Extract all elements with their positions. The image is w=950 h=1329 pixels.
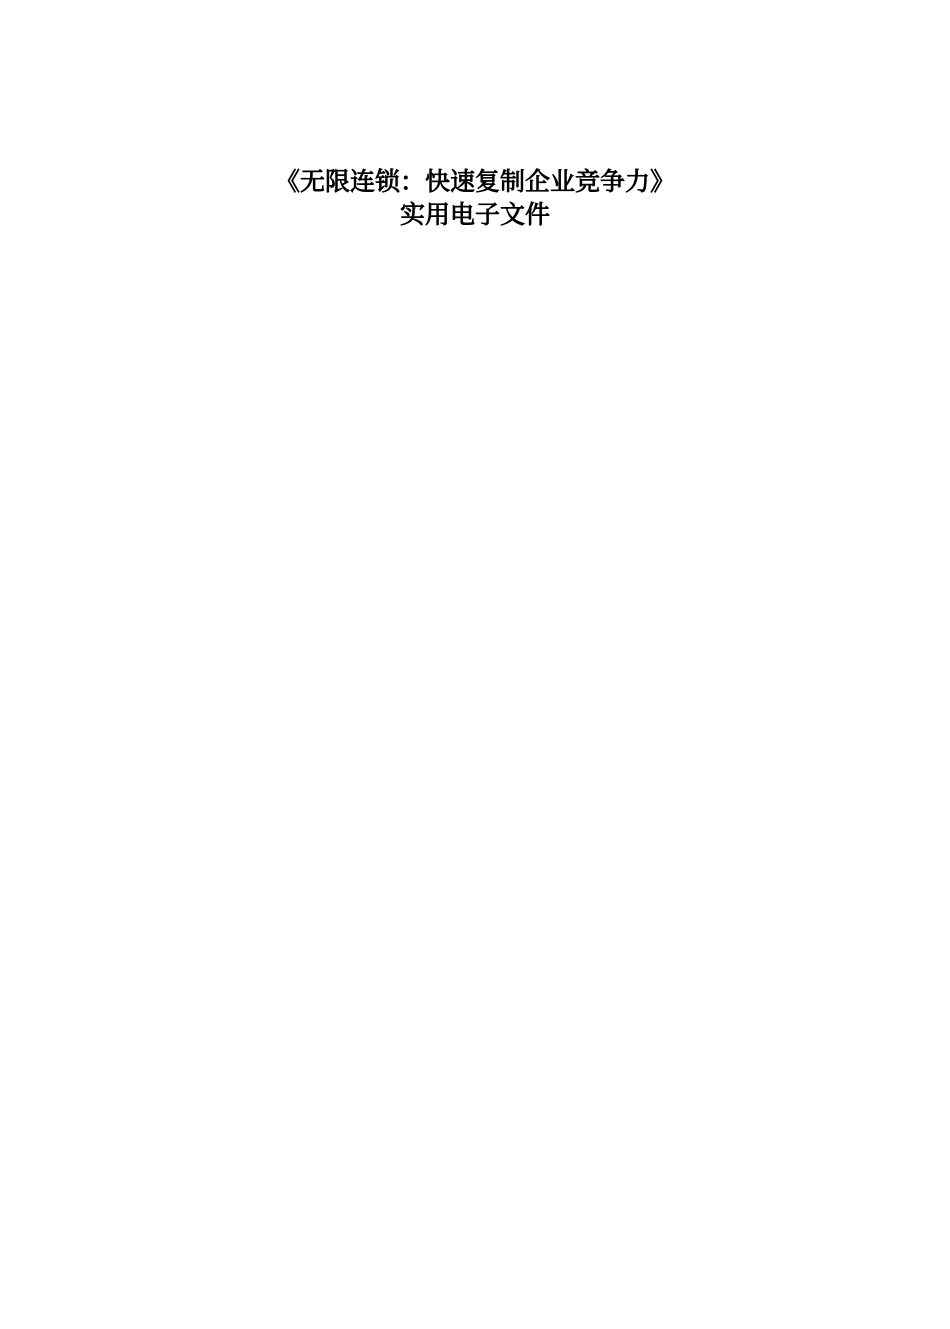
page-title-line-1: 《无限连锁：快速复制企业竞争力》 bbox=[274, 167, 675, 196]
page-title-line-2: 实用电子文件 bbox=[399, 200, 550, 229]
